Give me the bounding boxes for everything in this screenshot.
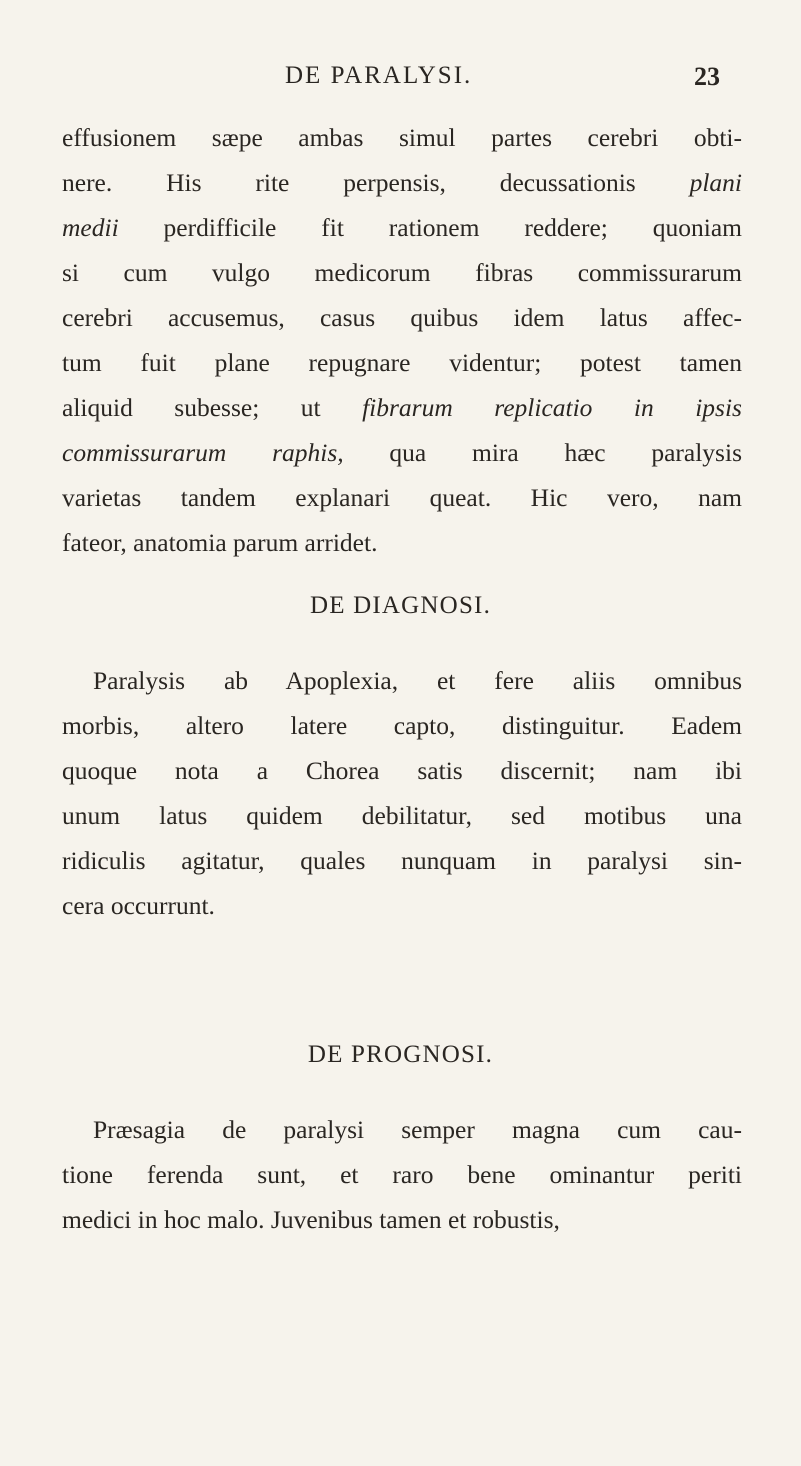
text-run: varietas tandem explanari queat. Hic vero, nam — [62, 483, 742, 512]
text-run: aliquid subesse; ut — [62, 393, 363, 422]
text-line — [62, 520, 742, 565]
page-number: 23 — [694, 62, 720, 91]
text-line — [62, 340, 742, 385]
text-run: Præsagia de paralysi semper magna cum cau- — [93, 1115, 742, 1144]
text-run: fateor, anatomia parum arridet. — [62, 528, 378, 557]
text-line — [62, 205, 742, 250]
text-run: qua mira hæc paralysis — [343, 438, 742, 467]
text-line — [62, 475, 742, 520]
heading-de-prognosi: DE PROGNOSI. — [307, 1041, 494, 1068]
text-run: cera occurrunt. — [62, 891, 215, 920]
text-line — [62, 658, 742, 703]
text-run: tum fuit plane repugnare videntur; potest tamen — [62, 348, 742, 377]
text-line — [62, 1107, 742, 1152]
text-run: medici in hoc malo. Juvenibus tamen et robustis, — [62, 1205, 560, 1234]
italic-text: commissurarum raphis, — [62, 438, 344, 467]
running-head-title: DE PARALYSI. — [285, 62, 473, 89]
running-head — [0, 62, 801, 102]
text-line — [62, 160, 742, 205]
text-line — [62, 250, 742, 295]
text-run: quoque nota a Chorea satis discernit; nam ibi — [62, 756, 742, 785]
italic-text: fibrarum replicatio in ipsis — [362, 393, 742, 422]
text-run: nere. His rite perpensis, decussationis — [62, 168, 690, 197]
text-run: cerebri accusemus, casus quibus idem latus affec- — [62, 303, 742, 332]
text-line — [62, 748, 742, 793]
text-line — [62, 115, 742, 160]
text-run: si cum vulgo medicorum fibras commissurarum — [62, 258, 742, 287]
text-run: Paralysis ab Apoplexia, et fere aliis omnibus — [93, 666, 742, 695]
paragraph-3 — [62, 1107, 742, 1242]
italic-text: plani — [689, 168, 742, 197]
italic-text: medii — [62, 213, 119, 242]
heading-de-diagnosi: DE DIAGNOSI. — [309, 592, 492, 619]
text-line — [62, 793, 742, 838]
text-run: unum latus quidem debilitatur, sed motibus una — [62, 801, 742, 830]
text-line — [62, 430, 742, 475]
text-line — [62, 385, 742, 430]
text-run: morbis, altero latere capto, distinguitur. Eadem — [62, 711, 742, 740]
paragraph-1 — [62, 115, 742, 565]
text-line — [62, 883, 742, 928]
text-run: ridiculis agitatur, quales nunquam in paralysi sin- — [62, 846, 742, 875]
text-run: perdifficile fit rationem reddere; quoniam — [118, 213, 742, 242]
text-run: tione ferenda sunt, et raro bene ominantur periti — [62, 1160, 742, 1189]
text-line — [62, 838, 742, 883]
text-run: effusionem sæpe ambas simul partes cerebri obti- — [62, 123, 742, 152]
paragraph-2 — [62, 658, 742, 928]
text-line — [62, 295, 742, 340]
text-line — [62, 1152, 742, 1197]
text-line — [62, 703, 742, 748]
text-line — [62, 1197, 742, 1242]
